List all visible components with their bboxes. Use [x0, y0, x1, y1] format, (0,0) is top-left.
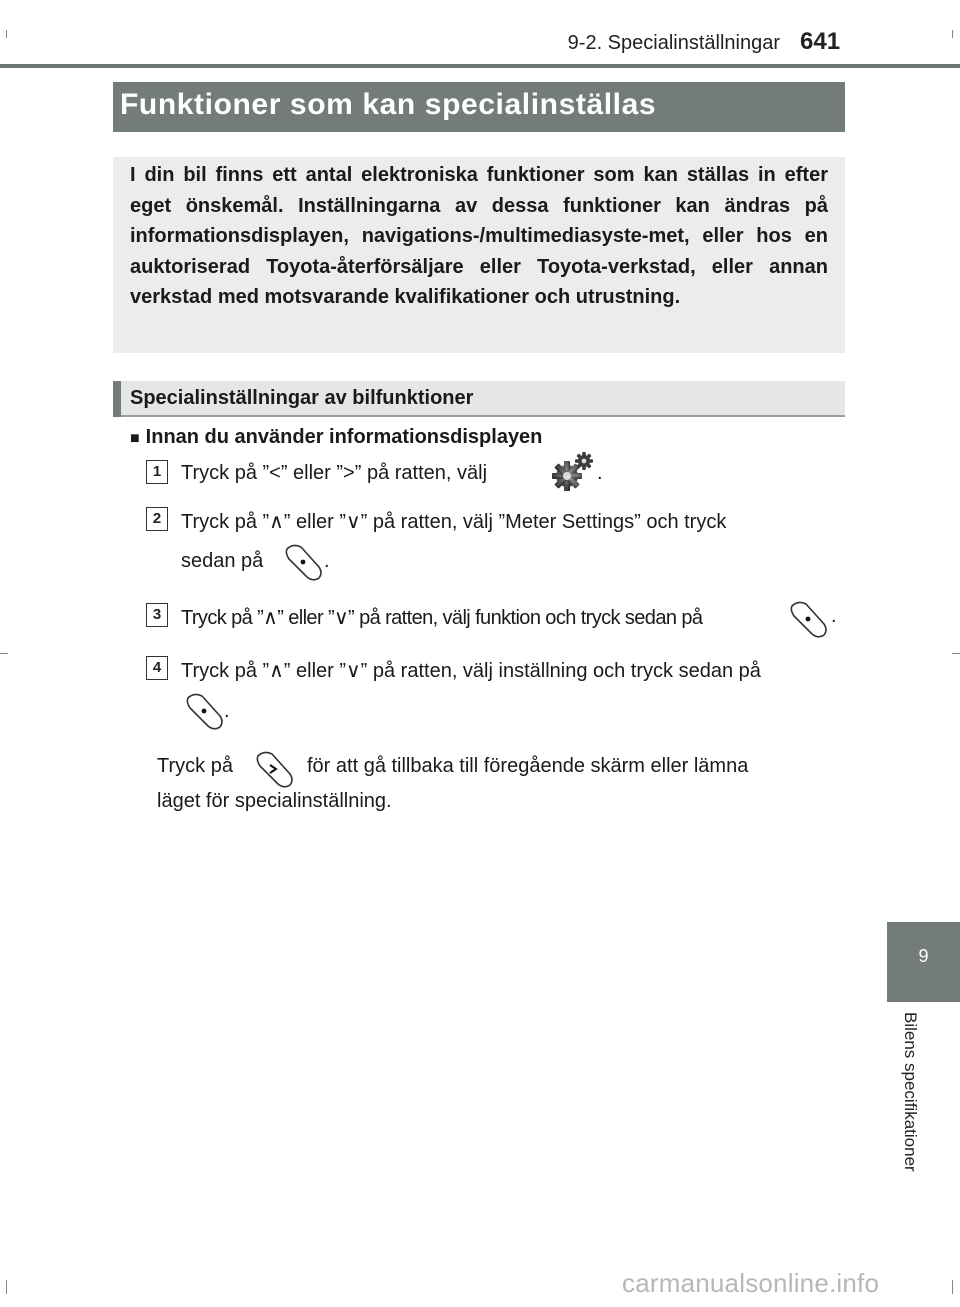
- crop-mark: [0, 653, 8, 654]
- subheading-accent: [113, 381, 121, 417]
- chapter-number: 9: [918, 946, 929, 966]
- enter-button-icon: [788, 598, 830, 640]
- step-number-4: 4: [146, 656, 168, 680]
- note-text-start: Tryck på: [157, 755, 233, 777]
- step-2-text: Tryck på ”∧” eller ”∨” på ratten, välj ”Meter Settings” och tryck: [181, 511, 727, 533]
- crop-mark: [952, 1280, 953, 1294]
- bullet-square-icon: ■: [130, 430, 140, 447]
- bullet-text: Innan du använder informationsdisplayen: [145, 426, 543, 448]
- crop-mark: [6, 1280, 7, 1294]
- chapter-label: Bilens specifikationer: [901, 1012, 920, 1172]
- subheading: Specialinställningar av bilfunktioner: [130, 387, 474, 409]
- step-1-end: .: [597, 462, 603, 484]
- bullet-heading: [130, 426, 542, 449]
- step-number-2: 2: [146, 507, 168, 531]
- step-1-text: Tryck på ”<” eller ”>” på ratten, välj: [181, 462, 488, 484]
- settings-gear-icon: [547, 449, 595, 495]
- back-button-icon: [254, 748, 296, 790]
- watermark: carmanualsonline.info: [622, 1268, 880, 1298]
- crop-mark: [6, 30, 7, 38]
- step-3-text: Tryck på ”∧” eller ”∨” på ratten, välj funktion och tryck sedan på: [181, 607, 703, 629]
- step-4-end: .: [224, 700, 230, 722]
- step-4-text: Tryck på ”∧” eller ”∨” på ratten, välj inställning och tryck sedan på: [181, 660, 761, 682]
- crop-mark: [952, 30, 953, 38]
- note-text-end: för att gå tillbaka till föregående skärm eller lämna: [307, 755, 749, 777]
- page-number: 641: [800, 28, 841, 55]
- crop-mark: [952, 653, 960, 654]
- step-number-3: 3: [146, 603, 168, 627]
- step-number-1: 1: [146, 460, 168, 484]
- enter-button-icon: [184, 690, 226, 732]
- step-2-text-cont: sedan på: [181, 550, 264, 572]
- step-2-end: .: [324, 550, 330, 572]
- note-text-line2: läget för specialinställning.: [157, 790, 392, 812]
- section-heading: 9-2. Specialinställningar: [567, 32, 780, 54]
- step-3-end: .: [831, 605, 837, 627]
- page-title: Funktioner som kan specialinställas: [120, 88, 657, 121]
- intro-text: I din bil finns ett antal elektroniska funktioner som kan ställas in efter eget önskemål. Inställningarna av dessa funktioner kan ändras på informationsdisplayen, navigations-/multimediasyste-met, eller hos en auktoriserad Toyota-återförsäljare eller Toyota-verkstad, eller annan verkstad med motsvarande kvalifikationer och utrustning.: [130, 164, 828, 309]
- header-rule: [0, 64, 960, 68]
- enter-button-icon: [283, 541, 325, 583]
